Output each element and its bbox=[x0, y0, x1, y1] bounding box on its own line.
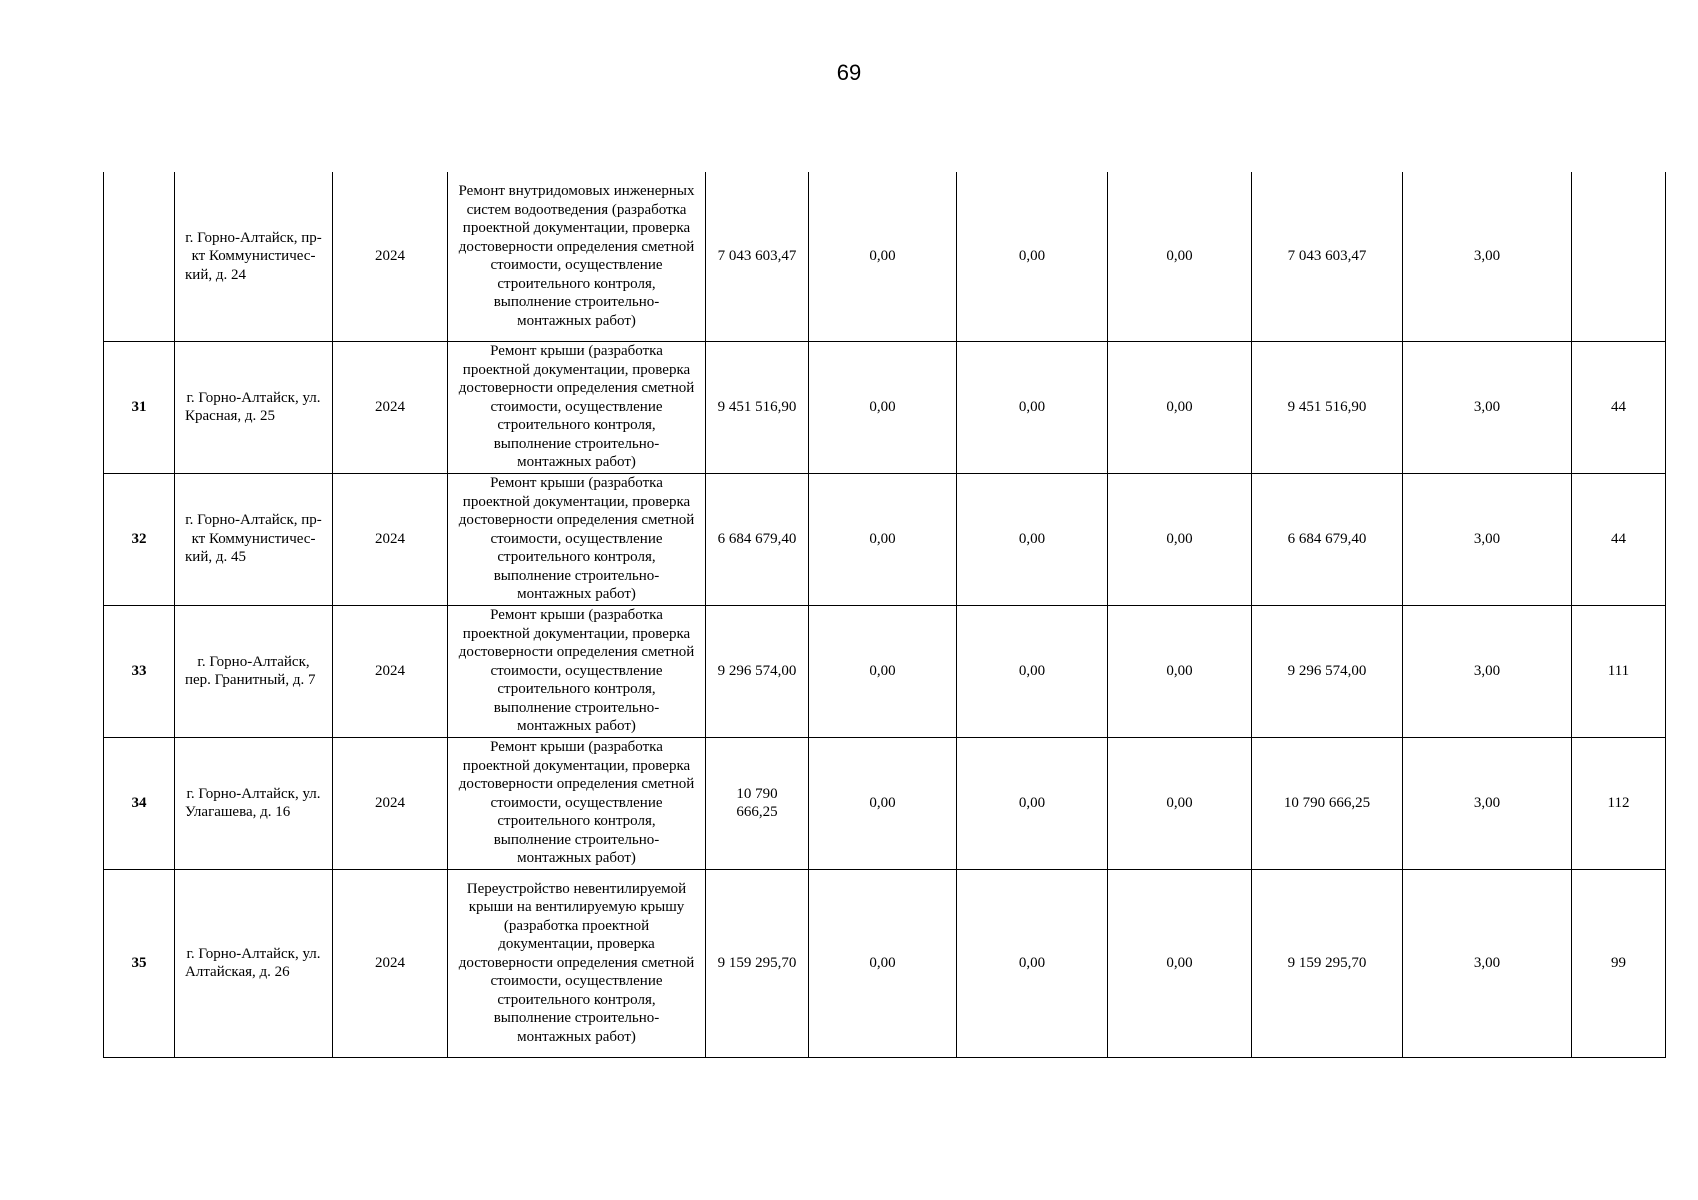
total-cost-cell: 7 043 603,47 bbox=[706, 172, 809, 341]
cost-cell: 0,00 bbox=[1108, 737, 1252, 869]
page-number: 69 bbox=[836, 60, 862, 85]
cost-cell: 0,00 bbox=[809, 869, 957, 1057]
rate-cell: 3,00 bbox=[1403, 737, 1572, 869]
cost-cell: 0,00 bbox=[809, 172, 957, 341]
address-cell: г. Горно-Алтайск, ул. Улагашева, д. 16 bbox=[175, 737, 333, 869]
work-type-cell: Ремонт крыши (разработка проектной документации, проверка достоверности определения сметной стоимости, осуществление строительного контроля, выполнение строительно-монтажных работ) bbox=[448, 737, 706, 869]
cost-cell: 9 296 574,00 bbox=[1252, 605, 1403, 737]
total-cost-cell: 9 296 574,00 bbox=[706, 605, 809, 737]
work-type-cell: Переустройство невентилируемой крыши на вентилируемую крышу (разработка проектной документации, проверка достоверности определения сметной стоимости, осуществление строительного контроля, выполнение строительно-монтажных работ) bbox=[448, 869, 706, 1057]
extra-cell: 44 bbox=[1572, 473, 1666, 605]
cost-cell: 9 451 516,90 bbox=[1252, 341, 1403, 473]
cost-cell: 0,00 bbox=[957, 473, 1108, 605]
table-row bbox=[104, 341, 1666, 473]
year-cell: 2024 bbox=[333, 172, 448, 341]
work-type-cell: Ремонт крыши (разработка проектной документации, проверка достоверности определения сметной стоимости, осуществление строительного контроля, выполнение строительно-монтажных работ) bbox=[448, 605, 706, 737]
cost-cell: 0,00 bbox=[957, 341, 1108, 473]
cost-cell: 7 043 603,47 bbox=[1252, 172, 1403, 341]
rate-cell: 3,00 bbox=[1403, 172, 1572, 341]
table-row bbox=[104, 605, 1666, 737]
extra-cell bbox=[1572, 172, 1666, 341]
extra-cell: 112 bbox=[1572, 737, 1666, 869]
work-type-cell: Ремонт внутридомовых инженерных систем водоотведения (разработка проектной документации, проверка достоверности определения сметной стоимости, осуществление строительного контроля, выполнение строительно-монтажных работ) bbox=[448, 172, 706, 341]
total-cost-cell: 9 451 516,90 bbox=[706, 341, 809, 473]
row-number: 32 bbox=[104, 473, 175, 605]
cost-cell: 9 159 295,70 bbox=[1252, 869, 1403, 1057]
work-type-cell: Ремонт крыши (разработка проектной документации, проверка достоверности определения сметной стоимости, осуществление строительного контроля, выполнение строительно-монтажных работ) bbox=[448, 473, 706, 605]
year-cell: 2024 bbox=[333, 605, 448, 737]
cost-cell: 6 684 679,40 bbox=[1252, 473, 1403, 605]
row-number: 33 bbox=[104, 605, 175, 737]
cost-cell: 0,00 bbox=[1108, 605, 1252, 737]
year-cell: 2024 bbox=[333, 341, 448, 473]
cost-cell: 0,00 bbox=[1108, 473, 1252, 605]
year-cell: 2024 bbox=[333, 869, 448, 1057]
cost-cell: 0,00 bbox=[957, 172, 1108, 341]
row-number: 34 bbox=[104, 737, 175, 869]
table-row bbox=[104, 172, 1666, 341]
cost-cell: 0,00 bbox=[957, 869, 1108, 1057]
extra-cell: 99 bbox=[1572, 869, 1666, 1057]
rate-cell: 3,00 bbox=[1403, 473, 1572, 605]
address-cell: г. Горно-Алтайск, ул. Красная, д. 25 bbox=[175, 341, 333, 473]
row-number: 35 bbox=[104, 869, 175, 1057]
address-cell: г. Горно-Алтайск, пр-кт Коммунистичес-кий, д. 24 bbox=[175, 172, 333, 341]
repair-program-table bbox=[103, 172, 1666, 1058]
table-row bbox=[104, 473, 1666, 605]
work-type-cell: Ремонт крыши (разработка проектной документации, проверка достоверности определения сметной стоимости, осуществление строительного контроля, выполнение строительно-монтажных работ) bbox=[448, 341, 706, 473]
rate-cell: 3,00 bbox=[1403, 869, 1572, 1057]
extra-cell: 44 bbox=[1572, 341, 1666, 473]
address-cell: г. Горно-Алтайск, ул. Алтайская, д. 26 bbox=[175, 869, 333, 1057]
cost-cell: 0,00 bbox=[809, 737, 957, 869]
total-cost-cell: 10 790 666,25 bbox=[706, 737, 809, 869]
table-row bbox=[104, 737, 1666, 869]
extra-cell: 111 bbox=[1572, 605, 1666, 737]
cost-cell: 0,00 bbox=[809, 473, 957, 605]
cost-cell: 0,00 bbox=[1108, 172, 1252, 341]
address-cell: г. Горно-Алтайск, пр-кт Коммунистичес-кий, д. 45 bbox=[175, 473, 333, 605]
rate-cell: 3,00 bbox=[1403, 341, 1572, 473]
cost-cell: 0,00 bbox=[809, 605, 957, 737]
cost-cell: 0,00 bbox=[1108, 869, 1252, 1057]
cost-cell: 0,00 bbox=[957, 737, 1108, 869]
cost-cell: 0,00 bbox=[1108, 341, 1252, 473]
cost-cell: 0,00 bbox=[809, 341, 957, 473]
cost-cell: 0,00 bbox=[957, 605, 1108, 737]
address-cell: г. Горно-Алтайск, пер. Гранитный, д. 7 bbox=[175, 605, 333, 737]
total-cost-cell: 6 684 679,40 bbox=[706, 473, 809, 605]
rate-cell: 3,00 bbox=[1403, 605, 1572, 737]
row-number bbox=[104, 172, 175, 341]
year-cell: 2024 bbox=[333, 473, 448, 605]
year-cell: 2024 bbox=[333, 737, 448, 869]
row-number: 31 bbox=[104, 341, 175, 473]
total-cost-cell: 9 159 295,70 bbox=[706, 869, 809, 1057]
cost-cell: 10 790 666,25 bbox=[1252, 737, 1403, 869]
table-row bbox=[104, 869, 1666, 1057]
